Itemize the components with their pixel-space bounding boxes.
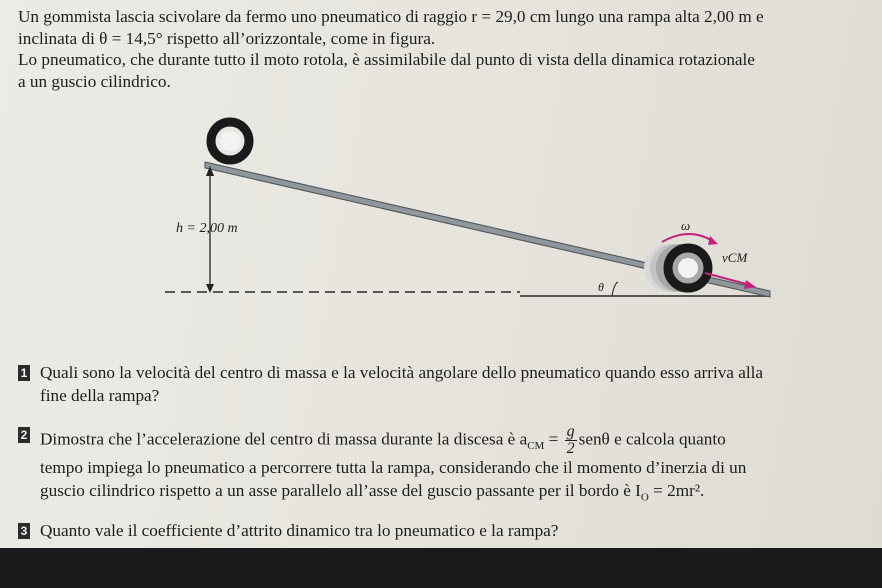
intro-line-2: inclinata di θ = 14,5° rispetto all’orizzontale, come in figura. xyxy=(18,28,436,48)
fraction-denominator: 2 xyxy=(566,440,575,457)
page-bottom-edge xyxy=(0,548,882,588)
question-3 xyxy=(18,520,878,543)
q2-line3-after: = 2mr². xyxy=(648,480,705,500)
question-1-line-2: fine della rampa? xyxy=(40,385,160,405)
g-over-2-fraction xyxy=(565,424,577,457)
intro-line-3: Lo pneumatico, che durante tutto il moto rotola, è assimilabile dal punto di vista della dinamica rotazionale xyxy=(18,50,755,69)
intro-line-1: Un gommista lascia scivolare da fermo uno pneumatico di raggio r = 29,0 cm lungo una rampa alta 2,00 m e xyxy=(18,7,764,26)
fraction-numerator: g xyxy=(566,423,575,440)
omega-label: ω xyxy=(681,218,691,233)
q2-sub-cm: CM xyxy=(527,439,545,452)
question-2-line-1 xyxy=(18,424,878,457)
q2-eq: = xyxy=(544,429,563,449)
height-arrow-down xyxy=(206,284,214,293)
omega-arrowhead xyxy=(708,236,718,245)
intro-line-4: a un guscio cilindrico. xyxy=(18,71,171,91)
vcm-label: vCM xyxy=(722,250,748,265)
q2-line3-before: guscio cilindrico rispetto a un asse parallelo all’asse del guscio passante per il bordo è I xyxy=(40,480,641,500)
question-2-line-2: tempo impiega lo pneumatico a percorrere tutta la rampa, considerando che il momento d’inerzia di un xyxy=(40,458,747,478)
tire-top-hub xyxy=(220,131,240,151)
q2-text-before: Dimostra che l’accelerazione del centro di massa durante la discesa è a xyxy=(40,429,528,449)
q2-text-after: senθ e calcola quanto xyxy=(578,429,726,449)
question-2 xyxy=(18,424,878,509)
omega-arrow xyxy=(662,234,714,242)
question-3-line-1: Quanto vale il coefficiente d’attrito dinamico tra lo pneumatico e la rampa? xyxy=(40,521,559,540)
question-3-number: 3 xyxy=(18,523,30,539)
question-1-number: 1 xyxy=(18,365,30,381)
theta-label: θ xyxy=(598,280,604,294)
question-2-line-3 xyxy=(18,480,878,509)
question-1-line-1: Quali sono la velocità del centro di massa e la velocità angolare dello pneumatico quando esso arriva alla xyxy=(40,363,764,382)
tire-bottom-hub xyxy=(678,258,698,278)
q2-sub-o: O xyxy=(640,491,649,504)
question-1 xyxy=(18,362,878,407)
question-2-number: 2 xyxy=(18,427,30,443)
height-label: h = 2,00 m xyxy=(176,221,238,236)
theta-arc xyxy=(612,282,618,296)
